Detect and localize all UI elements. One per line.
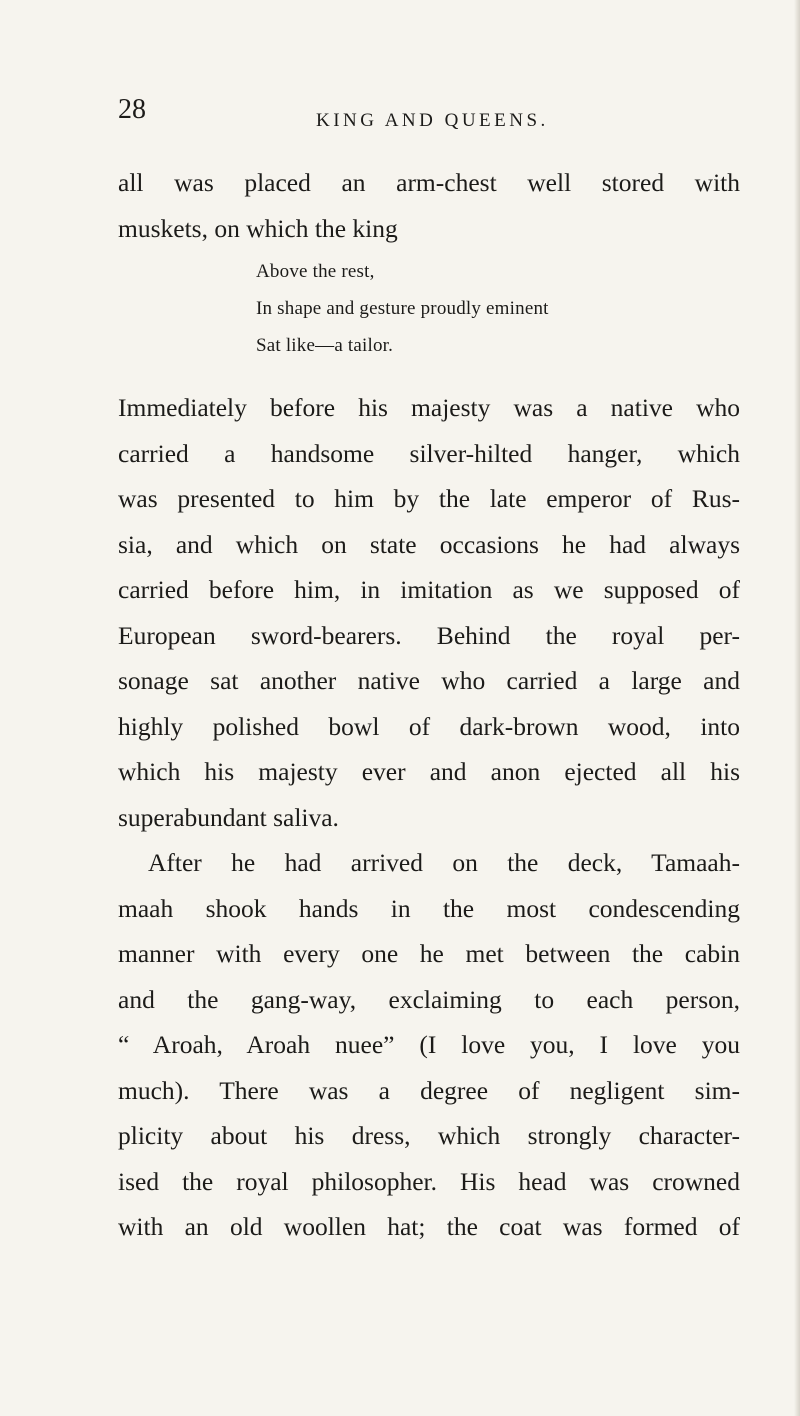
text-line: ised the royal philosopher. His head was crowned [118, 1166, 740, 1196]
text-line: “ Aroah, Aroah nuee” (I love you, I love you [118, 1030, 740, 1059]
text-line: much). There was a degree of negligent sim- [118, 1075, 740, 1105]
text-line: carried before him, in imitation as we supposed of [118, 575, 740, 604]
text-line: maah shook hands in the most condescending [118, 893, 740, 923]
page-number: 28 [118, 94, 146, 125]
body-text [118, 385, 740, 1250]
text-line: plicity about his dress, which strongly character- [118, 1121, 740, 1150]
text-line: European sword-bearers. Behind the royal per- [118, 620, 740, 650]
text-line: all was placed an arm-chest well stored with [118, 168, 740, 197]
text-line: with an old woollen hat; the coat was formed of [118, 1212, 740, 1241]
opening-text [118, 160, 740, 251]
text-line: sia, and which on state occasions he had always [118, 529, 740, 559]
page-edge-shadow [794, 0, 800, 1416]
text-line: was presented to him by the late emperor of Rus- [118, 484, 740, 513]
verse-line: Sat like—a tailor. [256, 335, 394, 356]
text-line: muskets, on which the king [118, 213, 398, 243]
text-line: and the gang-way, exclaiming to each person, [118, 984, 740, 1014]
running-head: KING AND QUEENS. [316, 110, 549, 131]
text-line: carried a handsome silver-hilted hanger, which [118, 438, 740, 468]
verse-line: In shape and gesture proudly eminent [256, 298, 549, 319]
paragraph-one [118, 385, 740, 840]
text-line: superabundant saliva. [118, 802, 339, 832]
text-line: manner with every one he met between the cabin [118, 939, 740, 968]
verse-line: Above the rest, [256, 261, 375, 282]
text-line: highly polished bowl of dark-brown wood, into [118, 711, 740, 741]
text-line: After he had arrived on the deck, Tamaah- [148, 848, 740, 877]
verse-quotation [256, 253, 549, 364]
paragraph-two [118, 840, 740, 1250]
text-line: sonage sat another native who carried a large and [118, 666, 740, 695]
text-line: which his majesty ever and anon ejected all his [118, 757, 740, 786]
text-line: Immediately before his majesty was a native who [118, 393, 740, 422]
